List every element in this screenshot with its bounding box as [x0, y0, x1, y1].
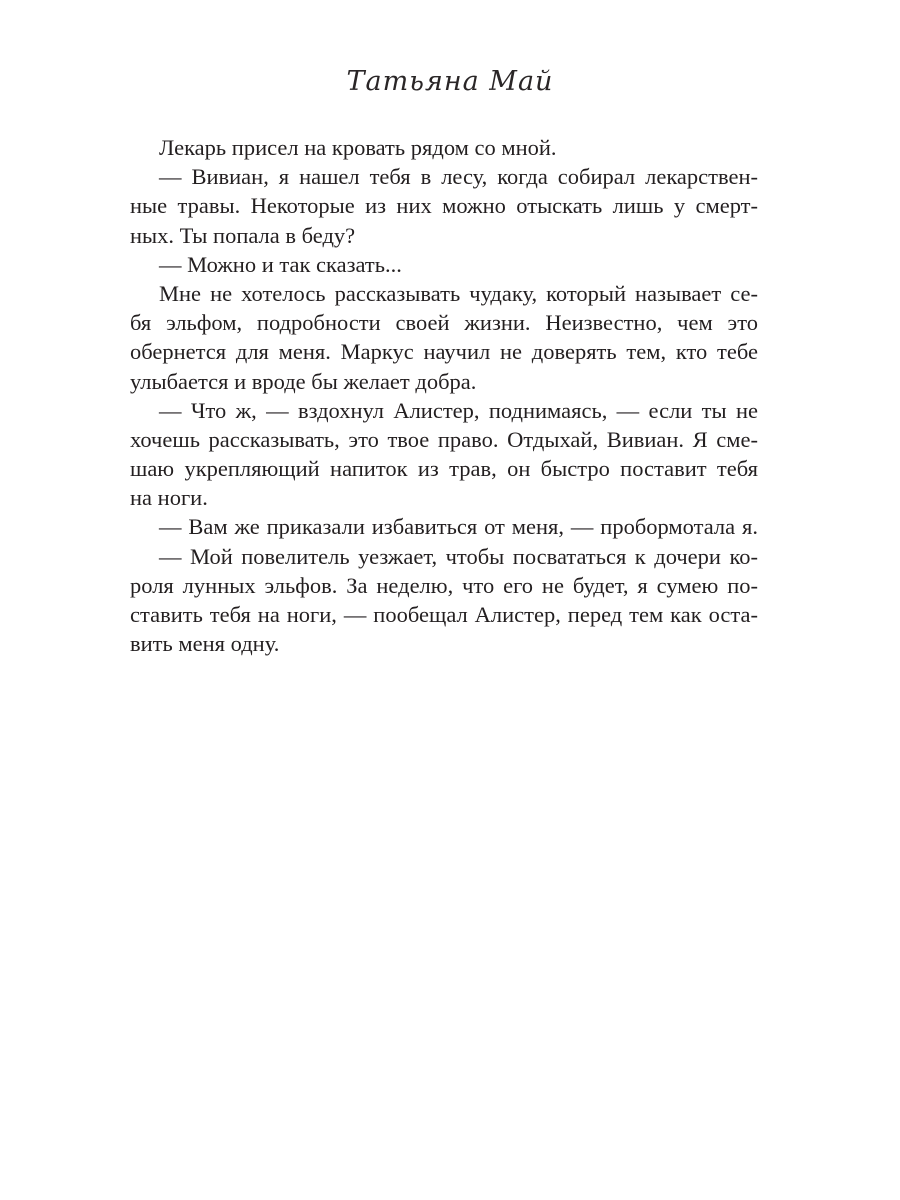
text-line: — Вивиан, я нашел тебя в лесу, когда собирал лекарствен-: [159, 164, 758, 190]
text-line: — Мой повелитель уезжает, чтобы посвататься к дочери ко-: [159, 543, 758, 569]
text-line: — Что ж, — вздохнул Алистер, поднимаясь, — если ты не: [159, 397, 758, 423]
text-line: Мне не хотелось рассказывать чудаку, который называет се-: [159, 280, 758, 306]
text-line: вить меня одну.: [130, 631, 280, 657]
text-line: хочешь рассказывать, это твое право. Отдыхай, Вивиан. Я сме-: [130, 426, 758, 452]
text-line: — Можно и так сказать...: [159, 251, 402, 277]
text-line: улыбается и вроде бы желает добра.: [130, 368, 477, 394]
text-line: обернется для меня. Маркус научил не доверять тем, кто тебе: [130, 339, 758, 365]
text-line: ные травы. Некоторые из них можно отыскать лишь у смерт-: [130, 193, 758, 219]
running-head-author: Татьяна Май: [346, 66, 554, 97]
text-line: — Вам же приказали избавиться от меня, — пробормотала я.: [159, 514, 758, 540]
text-line: бя эльфом, подробности своей жизни. Неизвестно, чем это: [130, 310, 758, 336]
body-text: [130, 133, 758, 658]
text-line: роля лунных эльфов. За неделю, что его не будет, я сумею по-: [130, 572, 758, 598]
text-line: шаю укрепляющий напиток из трав, он быстро поставит тебя: [130, 456, 758, 482]
text-line: Лекарь присел на кровать рядом со мной.: [159, 135, 557, 160]
text-line: ставить тебя на ноги, — пообещал Алистер, перед тем как оста-: [130, 602, 758, 627]
text-line: ных. Ты попала в беду?: [130, 222, 356, 248]
text-line: на ноги.: [130, 485, 208, 511]
